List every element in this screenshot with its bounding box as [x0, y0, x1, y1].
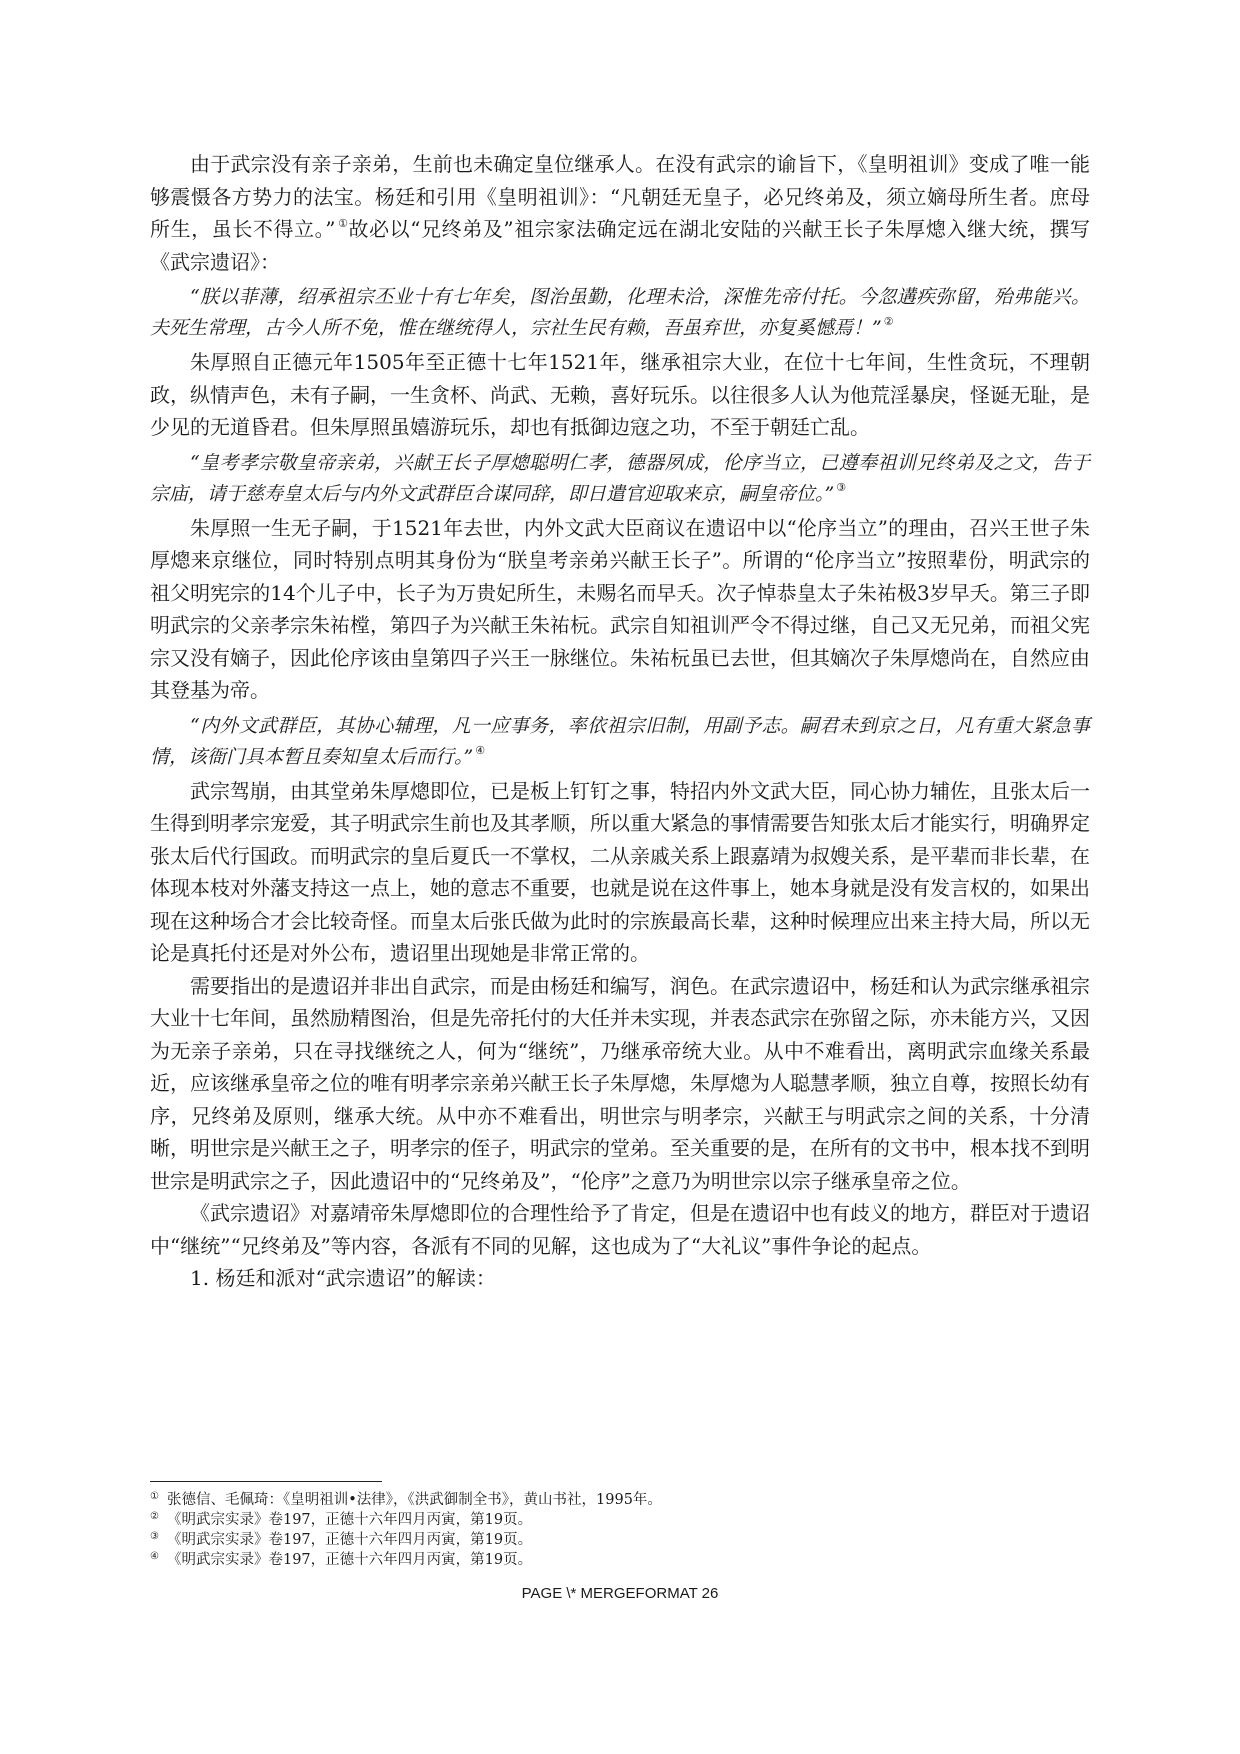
paragraph: 需要指出的是遗诏并非出自武宗，而是由杨廷和编写，润色。在武宗遗诏中，杨廷和认为武宗继承祖宗大业十七年间，虽然励精图治，但是先帝托付的大任并未实现，并表态武宗在弥留之际，亦未能方兴，又因为无亲子亲弟，只在寻找继统之人，何为“继统”，乃继承帝统大业。从中不难看出，离明武宗血缘关系最近，应该继承皇帝之位的唯有明孝宗亲弟兴献王长子朱厚熜，朱厚熜为人聪慧孝顺，独立自尊，按照长幼有序，兄终弟及原则，继承大统。从中亦不难看出，明世宗与明孝宗，兴献王与明武宗之间的关系，十分清晰，明世宗是兴献王之子，明孝宗的侄子，明武宗的堂弟。至关重要的是，在所有的文书中，根本找不到明世宗是明武宗之子，因此遗诏中的“兄终弟及”，“伦序”之意乃为明世宗以宗子继承皇帝之位。: [150, 973, 1090, 1193]
block-quote: “朕以菲薄，绍承祖宗丕业十有七年矣，图治虽勤，化理未洽，深惟先帝付托。今忽遘疾弥留，殆弗能兴。夫死生常理，古今人所不免，惟在继统得人，宗社生民有赖，吾虽弃世，亦复奚憾焉！” ②: [150, 286, 1090, 339]
footnote-ref[interactable]: ②: [883, 315, 894, 328]
footnote: ③ 《明武宗实录》卷197，正德十六年四月丙寅，第19页。: [150, 1531, 533, 1548]
footnote-ref[interactable]: ①: [337, 217, 349, 230]
footnote: ① 张德信、毛佩琦：《皇明祖训•法律》，《洪武御制全书》，黄山书社，1995年。: [150, 1491, 662, 1508]
paragraph: 朱厚照一生无子嗣，于1521年去世，内外文武大臣商议在遗诏中以“伦序当立”的理由，召兴王世子朱厚熜来京继位，同时特别点明其身份为“朕皇考亲弟兴献王长子”。所谓的“伦序当立”按照辈份，明武宗的祖父明宪宗的14个儿子中，长子为万贵妃所生，未赐名而早夭。次子悼恭皇太子朱祐极3岁早夭。第三子即明武宗的父亲孝宗朱祐樘，第四子为兴献王朱祐杬。武宗自知祖训严令不得过继，自己又无兄弟，而祖父宪宗又没有嫡子，因此伦序该由皇第四子兴王一脉继位。朱祐杬虽已去世，但其嫡次子朱厚熜尚在，自然应由其登基为帝。: [150, 515, 1090, 702]
footnote-ref[interactable]: ④: [475, 743, 486, 757]
footnote-separator: [150, 1481, 382, 1482]
footnotes: [150, 1490, 1090, 1570]
paragraph: 武宗驾崩，由其堂弟朱厚熜即位，已是板上钉钉之事，特招内外文武大臣，同心协力辅佐，且张太后一生得到明孝宗宠爱，其子明武宗生前也及其孝顺，所以重大紧急的事情需要告知张太后才能实行，明确界定张太后代行国政。而明武宗的皇后夏氏一不掌权，二从亲戚关系上跟嘉靖为叔嫂关系，是平辈而非长辈，在体现本枝对外藩支持这一点上，她的意志不重要，也就是说在这件事上，她本身就是没有发言权的，如果出现在这种场合才会比较奇怪。而皇太后张氏做为此时的宗族最高长辈，这种时候理应出来主持大局，所以无论是真托付还是对外公布，遗诏里出现她是非常正常的。: [150, 778, 1090, 965]
footnote-mark: ④: [150, 1551, 159, 1562]
footnote: ② 《明武宗实录》卷197，正德十六年四月丙寅，第19页。: [150, 1511, 533, 1528]
footnote-mark: ①: [150, 1491, 159, 1502]
footnote: ④ 《明武宗实录》卷197，正德十六年四月丙寅，第19页。: [150, 1551, 533, 1568]
block-quote: “皇考孝宗敬皇帝亲弟，兴献王长子厚熜聪明仁孝，德器夙成，伦序当立，已遵奉祖训兄终弟及之文，告于宗庙，请于慈寿皇太后与内外文武群臣合谋同辞，即日遣官迎取来京，嗣皇帝位。” ③: [150, 451, 1090, 505]
list-item: 1. 杨廷和派对“武宗遗诏”的解读：: [190, 1266, 496, 1290]
footnote-mark: ②: [150, 1511, 159, 1522]
paragraph: 《武宗遗诏》对嘉靖帝朱厚熜即位的合理性给予了肯定，但是在遗诏中也有歧义的地方，群臣对于遗诏中“继统”“兄终弟及”等内容，各派有不同的见解，这也成为了“大礼议”事件争论的起点。: [150, 1201, 1090, 1258]
block-quote: “内外文武群臣，其协心辅理，凡一应事务，率依祖宗旧制，用副予志。嗣君未到京之日，凡有重大紧急事情，该衙门具本暂且奏知皇太后而行。” ④: [150, 714, 1090, 768]
paragraph: 朱厚照自正德元年1505年至正德十七年1521年，继承祖宗大业，在位十七年间，生性贪玩，不理朝政，纵情声色，未有子嗣，一生贪杯、尚武、无赖，喜好玩乐。以往很多人认为他荒淫暴戾，怪诞无耻，是少见的无道昏君。但朱厚照虽嬉游玩乐，却也有抵御边寇之功，不至于朝廷亡乱。: [150, 350, 1090, 439]
paragraph: 由于武宗没有亲子亲弟，生前也未确定皇位继承人。在没有武宗的谕旨下，《皇明祖训》变成了唯一能够震慑各方势力的法宝。杨廷和引用《皇明祖训》：“凡朝廷无皇子，必兄终弟及，须立嫡母所生者。庶母所生，虽长不得立。” ①故必以“兄终弟及”祖宗家法确定远在湖北安陆的兴献王长子朱厚熜入继大统，撰写《武宗遗诏》：: [150, 152, 1090, 274]
footnote-ref[interactable]: ③: [836, 480, 847, 494]
footnote-mark: ③: [150, 1531, 159, 1542]
body-text: [150, 148, 1090, 1295]
page-number-field: PAGE \* MERGEFORMAT 26: [521, 1585, 719, 1602]
